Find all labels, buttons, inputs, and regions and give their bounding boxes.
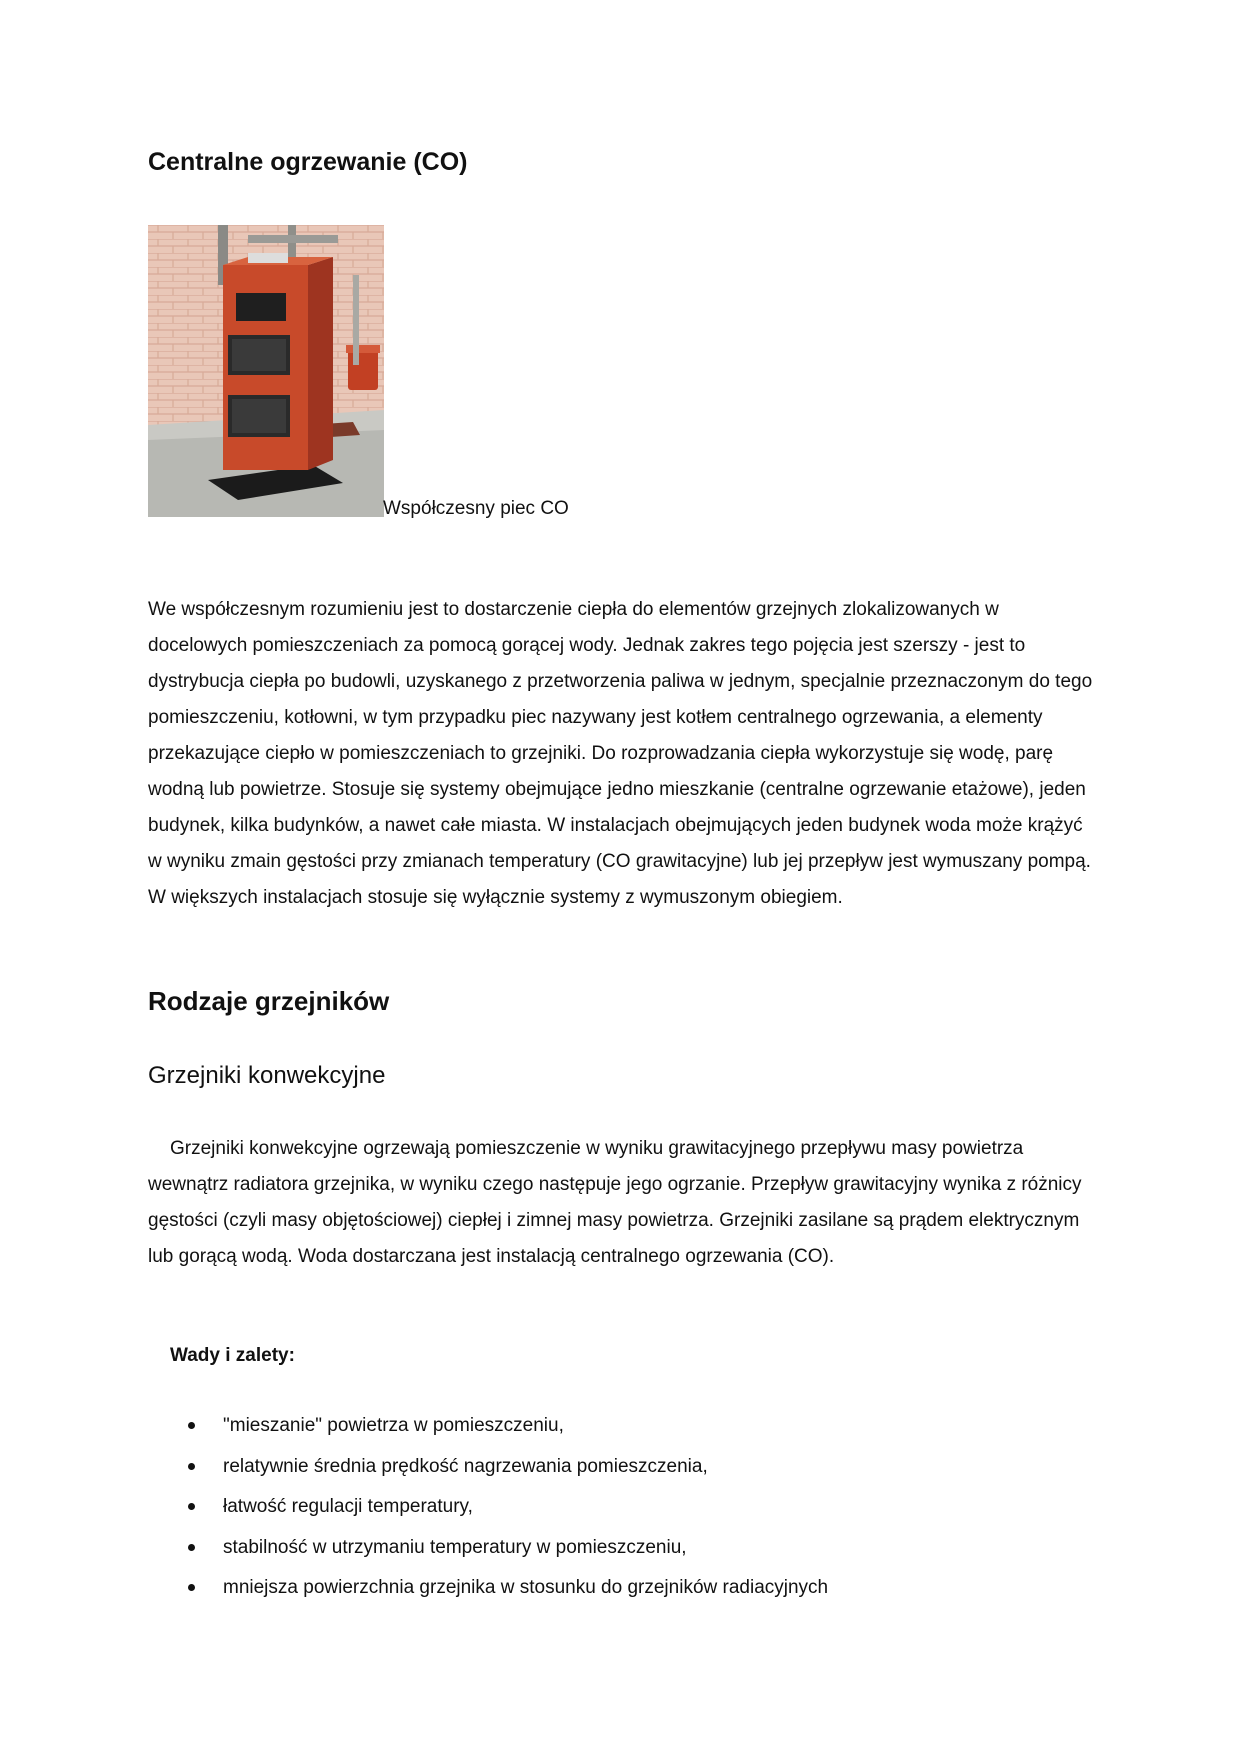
page-title: Centralne ogrzewanie (CO)	[148, 148, 468, 176]
bullet-icon	[188, 1463, 195, 1470]
intro-paragraph: We współczesnym rozumieniu jest to dostarczenie ciepła do elementów grzejnych zlokalizowanych w docelowych pomieszczeniach za pomocą gorącej wody. Jednak zakres tego pojęcia jest szerszy - jest to dystrybucja ciepła po budowli, uzyskanego z przetworzenia paliwa w jednym, specjalnie przeznaczonym do tego pomieszczeniu, kotłowni, w tym przypadku piec nazywany jest kotłem centralnego ogrzewania, a elementy przekazujące ciepło w pomieszczeniach to grzejniki. Do rozprowadzania ciepła wykorzystuje się wodę, parę wodną lub powietrze. Stosuje się systemy obejmujące jedno mieszkanie (centralne ogrzewanie etażowe), jeden budynek, kilka budynków, a nawet całe miasta. W instalacjach obejmujących jeden budynek woda może krążyć w wyniku zmain gęstości przy zmianach temperatury (CO grawitacyjne) lub jej przepływ jest wymuszany pompą. W większych instalacjach stosuje się wyłącznie systemy z wymuszonym obiegiem.	[148, 599, 1093, 908]
pros-cons-label: Wady i zalety:	[170, 1345, 295, 1366]
bullet-icon	[188, 1544, 195, 1551]
list-item-text: relatywnie średnia prędkość nagrzewania pomieszczenia,	[223, 1455, 708, 1477]
list-item	[148, 1406, 1098, 1447]
list-item-text: mniejsza powierzchnia grzejnika w stosunku do grzejników radiacyjnych	[223, 1577, 829, 1598]
list-item-text: stabilność w utrzymaniu temperatury w pomieszczeniu,	[223, 1536, 687, 1558]
list-item	[148, 1528, 1098, 1569]
pros-cons-list	[148, 1406, 1098, 1609]
list-item	[148, 1568, 1098, 1609]
bullet-icon	[188, 1422, 195, 1429]
subsection-heading: Grzejniki konwekcyjne	[148, 1062, 386, 1089]
list-item	[148, 1447, 1098, 1488]
list-item-text: "mieszanie" powietrza w pomieszczeniu,	[223, 1415, 564, 1436]
section-heading: Rodzaje grzejników	[148, 986, 390, 1016]
bullet-icon	[188, 1503, 195, 1510]
figure-caption: Współczesny piec CO	[383, 498, 569, 519]
list-item-text: łatwość regulacji temperatury,	[223, 1496, 473, 1517]
subsection-paragraph: Grzejniki konwekcyjne ogrzewają pomieszczenie w wyniku grawitacyjnego przepływu masy powietrza wewnątrz radiatora grzejnika, w wyniku czego następuje jego ogrzanie. Przepływ grawitacyjny wynika z różnicy gęstości (czyli masy objętościowej) ciepłej i zimnej masy powietrza. Grzejniki zasilane są prądem elektrycznym lub gorącą wodą. Woda dostarczana jest instalacją centralnego ogrzewania (CO).	[148, 1138, 1082, 1267]
list-item	[148, 1487, 1098, 1528]
boiler-photo	[148, 225, 384, 517]
bullet-icon	[188, 1584, 195, 1591]
